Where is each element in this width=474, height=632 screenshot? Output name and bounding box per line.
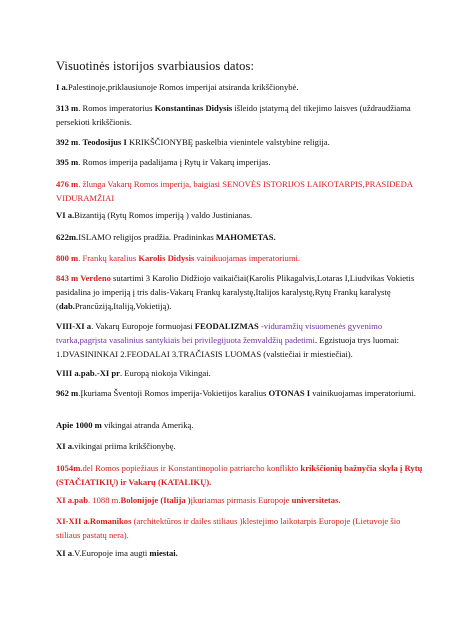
entry-text: Prancūziją,Italiją,Vokietiją). xyxy=(74,301,172,311)
entry-date: 476 m xyxy=(56,179,79,189)
entry-text: . Europą niokoja Vikingai. xyxy=(120,368,211,378)
entry-text: ISLAMO religijos pradžia. Pradininkas xyxy=(78,232,216,242)
entry-800 xyxy=(56,251,424,265)
entry-text: Bizantiją (Rytų Romos imperiją ) valdo Justinianas. xyxy=(74,210,253,220)
entry-1000 xyxy=(56,418,424,432)
entry-text: įkuriamas pirmasis Europoje xyxy=(190,495,292,505)
entry-term: FEODALIZMAS xyxy=(194,321,259,331)
entry-11a xyxy=(56,439,424,453)
entry-962 xyxy=(56,386,424,400)
entry-text: . Frankų karalius xyxy=(78,253,139,263)
entry-622 xyxy=(56,230,424,244)
entry-term: krikščionių bažnyčia skyla į Rytų (STAČIATIKIŲ) ir Vakarų (KATALIKŲ). xyxy=(56,463,423,487)
entry-date: 800 m xyxy=(56,253,79,263)
entry-date: XI a. xyxy=(56,441,75,451)
entry-1088 xyxy=(56,493,424,507)
entry-date: 1054m. xyxy=(56,463,83,473)
entry-text: (architektūros ir dailes stiliaus )klestejimo laikotarpis Europoje (Lietuvoje šio stiliaus pastatų nera). xyxy=(56,516,401,540)
entry-text: . žlunga Vakarų Romos imperija, baigiasi SENOVĖS ISTORIJOS LAIKOTARPIS,PRASIDEDA VIDURAMŽIAI xyxy=(56,179,413,203)
entry-843 xyxy=(56,271,424,313)
entry-text: .V.Europoje ima augti xyxy=(72,548,150,558)
entry-person: Teodosijus I xyxy=(82,137,127,147)
entry-text: vikingai atranda Ameriką. xyxy=(101,420,194,430)
entry-392 xyxy=(56,135,424,149)
entry-text: vikingai priima krikščionybę. xyxy=(74,441,176,451)
entry-1054 xyxy=(56,461,424,489)
entry-term: universitetas. xyxy=(291,495,341,505)
entry-text: KRIKŠČIONYBĘ paskelbia vienintele valstybine religija. xyxy=(126,137,330,147)
entry-date: 395 m xyxy=(56,157,79,167)
entry-date: 962 m xyxy=(56,388,79,398)
entry-text: vainikuojamas imperatoriumi. xyxy=(194,253,301,263)
entry-text: . Vakarų Europoje formuojasi xyxy=(91,321,195,331)
entry-476 xyxy=(56,177,424,205)
entry-395 xyxy=(56,155,424,169)
entry-date: 392 m xyxy=(56,137,79,147)
entry-cities xyxy=(56,546,424,560)
entry-place: Bolonijoje (Italija ) xyxy=(120,495,191,505)
entry-person: MAHOMETAS. xyxy=(215,232,276,242)
entry-text: . Romos imperija padalijama į Rytų ir Vakarų imperijas. xyxy=(78,157,271,167)
entry-date: XI a.pab xyxy=(56,495,88,505)
entry-person: Karolis Didysis xyxy=(138,253,195,263)
entry-date: I a. xyxy=(56,82,68,92)
entry-date: VIII-XI a xyxy=(56,321,92,331)
entry-romanika xyxy=(56,514,424,542)
entry-text: . 1088 m. xyxy=(88,495,121,505)
entry-person: Konstantinas Didysis xyxy=(154,103,233,113)
entry-date: VI a. xyxy=(56,210,75,220)
entry-date: XI-XII a.Romanikos xyxy=(56,516,132,526)
entry-date: XI a xyxy=(56,548,72,558)
entry-abbrev: dab. xyxy=(58,301,75,311)
entry-text: vainikuojamas imperatoriumi. xyxy=(310,388,416,398)
entry-vikings xyxy=(56,366,424,380)
entry-6a xyxy=(56,208,424,222)
entry-text: .Įkuriama Šventoji Romos imperija-Vokietijos karalius xyxy=(78,388,269,398)
entry-8-11a xyxy=(56,319,424,361)
entry-text: del Romos popiežiaus ir Konstantinopolio patriarcho konflikto xyxy=(82,463,301,473)
entry-date: VIII a.pab.-XI pr xyxy=(56,368,120,378)
entry-text: . Egzistuoja trys luomai: 1.DVASININKAI 2.FEODALAI 3.TRAČIASIS LUOMAS (valstiečiai ir miestiečiai). xyxy=(56,335,399,359)
entry-text: . Romos imperatorius xyxy=(78,103,155,113)
entry-person: OTONAS I xyxy=(268,388,311,398)
page-title: Visuotinės istorijos svarbiausios datos: xyxy=(56,59,255,73)
entry-date: 843 m Verdeno xyxy=(56,273,111,283)
entry-text: Palestinoje,priklausiunoje Romos imperijai atsiranda krikščionybė. xyxy=(67,82,299,92)
entry-definition: -viduramžių visuomenės gyvenimo tvarka,pagrįsta vasalinius santykiais bei privilegijuota žemvaldžių padetimi xyxy=(56,321,383,345)
entry-text: . xyxy=(78,137,83,147)
entry-text: išleido įstatymą del tikejimo laisves (uždraudžiama persekioti krikščionis. xyxy=(56,103,411,127)
entry-term: miestai. xyxy=(149,548,178,558)
entry-313 xyxy=(56,101,424,129)
entry-text: sutartimi 3 Karolio Didžiojo vaikaičiai(Karolis Plikagalvis,Lotaras I,Liudvikas Vokietis pasidalina jo imperiją į tris dalis-Vakarų Frankų karalystę,Italijos karalystę,Rytų Frankų karalystę ( xyxy=(56,273,415,311)
entry-1a xyxy=(56,80,424,94)
entry-date: 313 m xyxy=(56,103,79,113)
entry-date: Apie 1000 m xyxy=(56,420,102,430)
entry-date: 622m. xyxy=(56,232,79,242)
